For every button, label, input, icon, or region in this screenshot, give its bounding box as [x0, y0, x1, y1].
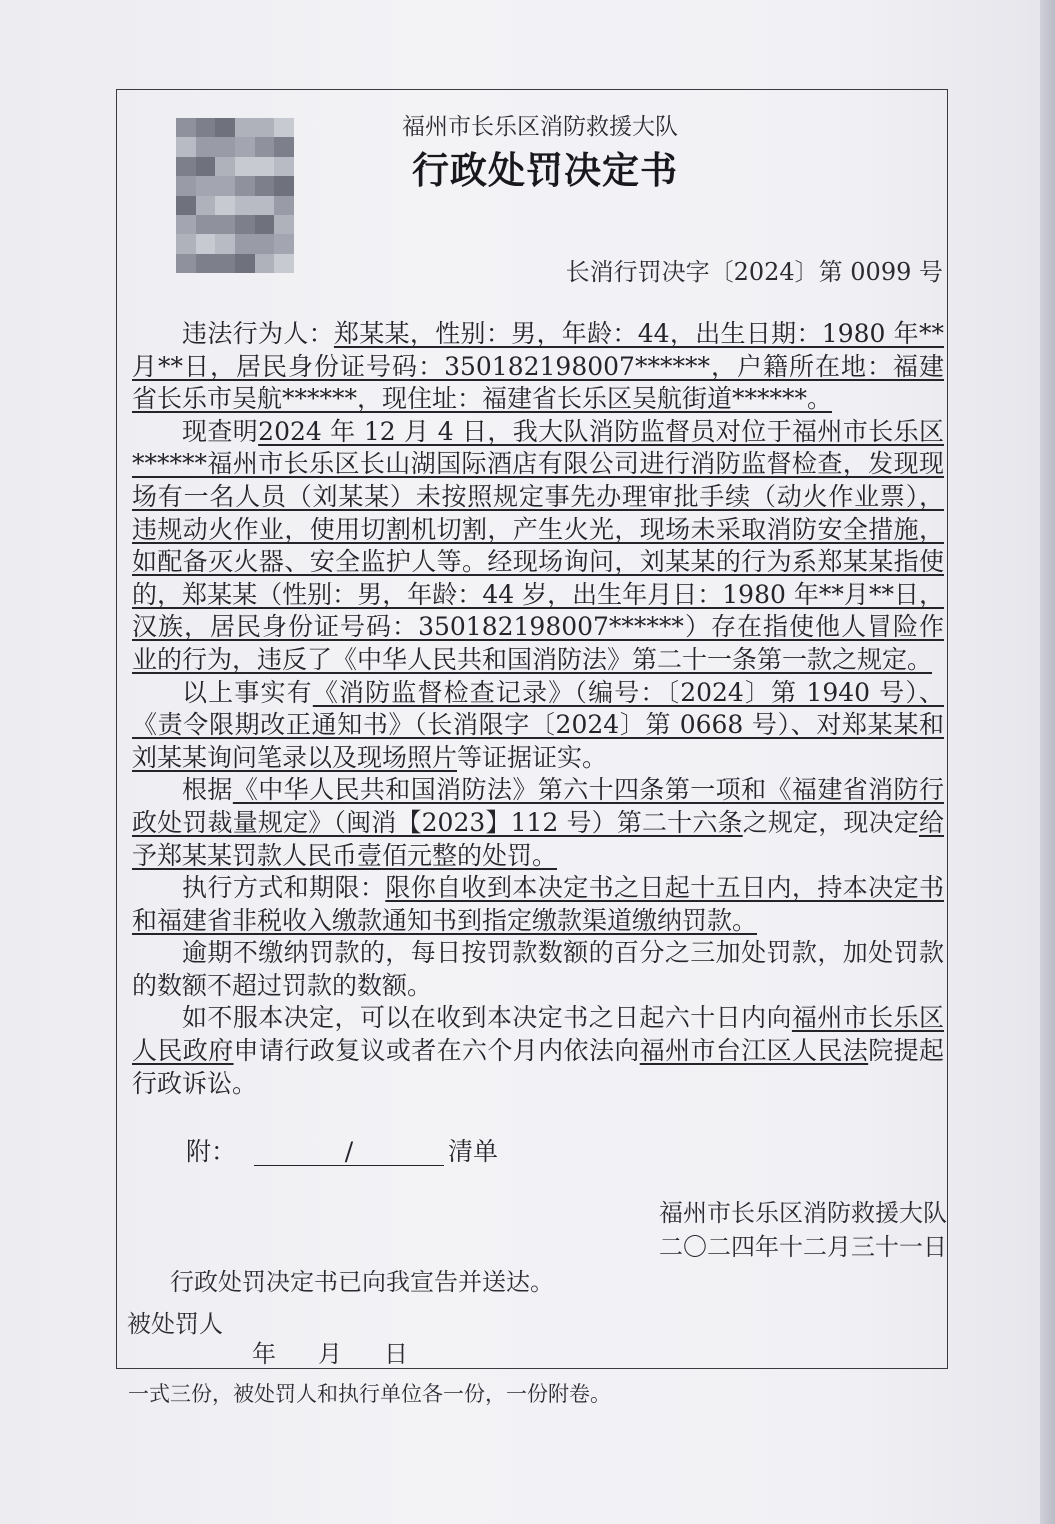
signature-agency: 福州市长乐区消防救援大队 — [659, 1199, 947, 1227]
qr-pixel — [215, 196, 235, 215]
qr-pixel — [196, 234, 216, 253]
underlined-text: 限你自收到本决定书之日起十五日内，持本决定书和福建省非税收入缴款通知书到指定缴款渠道缴纳罚款。 — [132, 873, 944, 935]
underlined-text: 给予郑某某罚款人民币壹佰元整的处罚。 — [132, 807, 944, 870]
document-body — [132, 318, 944, 1100]
issuing-agency: 福州市长乐区消防救援大队 — [402, 114, 678, 140]
qr-pixel — [215, 118, 235, 137]
qr-pixel — [274, 254, 294, 273]
document-title: 行政处罚决定书 — [412, 148, 678, 192]
paragraph — [132, 318, 944, 416]
underlined-text: 2024 年 12 月 4 日，我大队消防监督员对位于福州市长乐区******福州市长乐区长山湖国际酒店有限公司进行消防监督检查，发现现场有一名人员（刘某某）未按照规定事先办理审批手续（动火作业票），违规动火作业，使用切割机切割，产生火光，现场未采取消防安全措施，如配备灭火器、安全监护人等。经现场询问，刘某某的行为系郑某某指使的，郑某某（性别：男，年龄：44 岁，出生年月日：1980 年**月**日，汉族，居民身份证号码：350182198007******）存在指使他人冒险作业的行为，违反了《中华人民共和国消防法》第二十一条第一款之规定。 — [132, 416, 944, 674]
qr-pixel — [196, 196, 216, 215]
body-text: 根据 — [182, 775, 233, 805]
qr-pixel — [196, 118, 216, 137]
receipt-day: 日 — [384, 1340, 408, 1368]
qr-pixel — [196, 137, 216, 156]
qr-pixel — [235, 254, 255, 273]
qr-pixel — [215, 215, 235, 234]
paper-edge — [1040, 0, 1055, 1524]
body-text: 执行方式和期限： — [182, 873, 386, 903]
qr-pixel — [176, 137, 196, 156]
qr-pixel — [235, 234, 255, 253]
body-text: 等证据证实。 — [457, 742, 608, 772]
qr-pixel — [274, 196, 294, 215]
qr-pixel — [255, 196, 275, 215]
underlined-text: 《消防监督检查记录》（编号：〔2024〕第 1940 号）、《责令限期改正通知书》（长消限字〔2024〕第 0668 号）、对郑某某和刘某某询问笔录以及现场照片 — [132, 677, 944, 772]
paragraph — [132, 1002, 944, 1100]
qr-pixel — [176, 234, 196, 253]
qr-pixel — [274, 118, 294, 137]
qr-pixel — [176, 157, 196, 176]
qr-pixel — [235, 176, 255, 195]
blurred-qr-code — [176, 118, 294, 273]
qr-pixel — [176, 176, 196, 195]
qr-pixel — [196, 157, 216, 176]
qr-pixel — [176, 118, 196, 137]
underlined-text: 《中华人民共和国消防法》第六十四条第一项和《福建省消防行政处罚裁量规定》（闽消【2023】112 号）第二十六条 — [132, 775, 944, 837]
qr-pixel — [274, 215, 294, 234]
qr-pixel — [255, 157, 275, 176]
qr-pixel — [215, 234, 235, 253]
qr-pixel — [274, 137, 294, 156]
qr-pixel — [176, 196, 196, 215]
qr-pixel — [235, 137, 255, 156]
paragraph — [132, 677, 944, 775]
qr-pixel — [255, 254, 275, 273]
receipt-statement: 行政处罚决定书已向我宣告并送达。 — [170, 1268, 554, 1296]
qr-pixel — [215, 137, 235, 156]
qr-pixel — [255, 234, 275, 253]
attachment-line — [186, 1132, 498, 1168]
qr-pixel — [235, 196, 255, 215]
body-text: 院提起行政诉讼。 — [132, 1036, 944, 1098]
underlined-text: 郑某某，性别：男，年龄：44，出生日期：1980 年**月**日，居民身份证号码：350182198007******，户籍所在地：福建省长乐市吴航******，现住址：福建省长乐区吴航街道******。 — [132, 319, 944, 414]
body-text: 以上事实有 — [182, 677, 313, 707]
signature-date: 二〇二四年十二月三十一日 — [659, 1233, 947, 1261]
qr-pixel — [235, 157, 255, 176]
paragraph — [132, 416, 944, 677]
qr-pixel — [215, 254, 235, 273]
qr-pixel — [215, 157, 235, 176]
body-text: 之规定，现决定 — [742, 807, 919, 837]
body-text: 违法行为人： — [182, 319, 334, 348]
qr-pixel — [255, 215, 275, 234]
qr-pixel — [274, 157, 294, 176]
qr-pixel — [255, 137, 275, 156]
paragraph — [132, 774, 944, 872]
qr-pixel — [274, 234, 294, 253]
qr-pixel — [196, 254, 216, 273]
qr-pixel — [274, 176, 294, 195]
body-text: 申请行政复议或者在六个月内依法向 — [233, 1036, 640, 1066]
punished-person-label: 被处罚人 — [127, 1310, 223, 1338]
receipt-month: 月 — [318, 1340, 342, 1368]
qr-pixel — [196, 215, 216, 234]
attachment-suffix: 清单 — [448, 1137, 499, 1166]
body-text: 现查明 — [182, 416, 259, 446]
qr-pixel — [235, 215, 255, 234]
signature-block — [659, 1196, 947, 1264]
qr-pixel — [235, 118, 255, 137]
document-number: 长消行罚决字〔2024〕第 0099 号 — [565, 258, 943, 286]
attachment-blank: / — [254, 1139, 444, 1166]
paragraph — [132, 872, 944, 937]
qr-pixel — [196, 176, 216, 195]
receipt-date-line — [252, 1334, 450, 1369]
paragraph — [132, 937, 944, 1002]
body-text: 逾期不缴纳罚款的，每日按罚款数额的百分之三加处罚款，加处罚款的数额不超过罚款的数额。 — [132, 938, 944, 1000]
body-text: 如不服本决定，可以在收到本决定书之日起六十日内向 — [182, 1003, 792, 1033]
underlined-text: 福州市台江区人民法 — [639, 1036, 869, 1066]
qr-pixel — [176, 215, 196, 234]
qr-pixel — [215, 176, 235, 195]
qr-pixel — [176, 254, 196, 273]
attachment-label: 附： — [186, 1137, 237, 1166]
qr-pixel — [255, 176, 275, 195]
copies-note: 一式三份，被处罚人和执行单位各一份，一份附卷。 — [128, 1382, 611, 1406]
receipt-year: 年 — [252, 1340, 276, 1368]
qr-pixel — [255, 118, 275, 137]
underlined-text: 福州市长乐区人民政府 — [132, 1003, 944, 1066]
